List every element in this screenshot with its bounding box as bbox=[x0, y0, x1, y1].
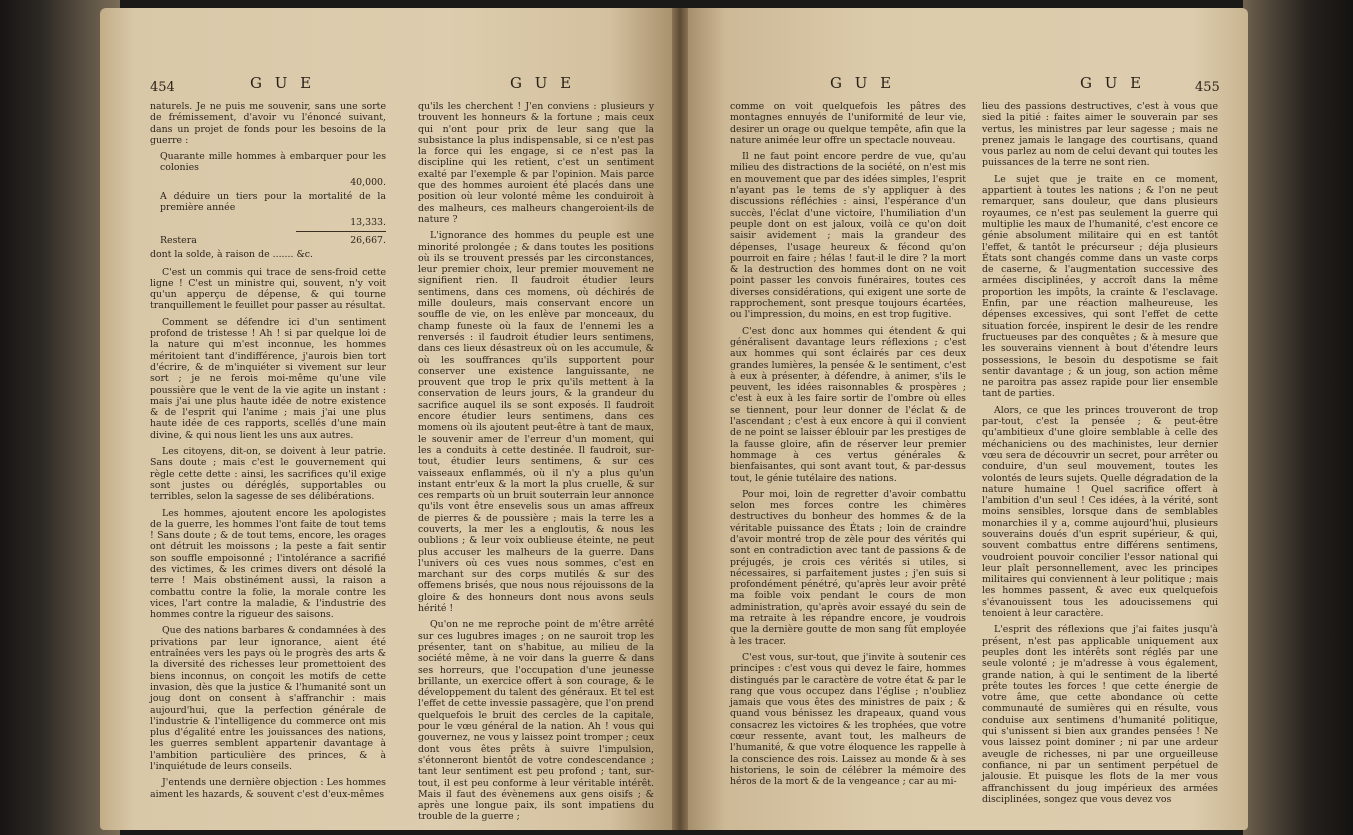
paragraph: Comment se défendre ici d'un sentiment profond de tristesse ! Ah ! si par quelque loi de la nature qui m'est inconnue, les hommes méritoient tant d'indifférence, j'aurois bien tort d'écrire, & de m'inquiéter si vivement sur leur sort ; je ne ferois moi-même qu'une vile poussière que le vent de la vie agite un instant : mais j'ai une plus haute idée de notre existence & de l'esprit qui l'anime ; mais j'ai une plus haute idée de ces rapports, scellés d'une main divine, & qui nous lient les uns aux autres. bbox=[150, 316, 386, 441]
paragraph: C'est donc aux hommes qui étendent & qui généralisent davantage leurs réflexions ; c'est aux hommes qui sont éclairés par ces deux grandes lumières, la pensée & le sentiment, c'est à eux à présenter, à défendre, à animer, s'ils le peuvent, les idées raisonnables & prospères ; c'est à eux à les faire sortir de l'ombre où elles se tiennent, pour leur donner de l'éclat & de l'ascendant ; c'est à eux encore à qui il convient de ne point se laisser éblouir par les prestiges de la fausse gloire, afin de réserver leur premier hommage à ces vertus générales & bienfaisantes, qui sont avant tout, & par-dessus tout, le génie tutélaire des nations. bbox=[730, 325, 966, 484]
sum-rule bbox=[296, 231, 386, 232]
left-page-column-1 bbox=[150, 101, 386, 805]
accounting-value-row bbox=[150, 177, 386, 188]
accounting-line bbox=[150, 151, 386, 174]
right-page-column-2 bbox=[982, 101, 1218, 810]
accounting-value: 26,667. bbox=[350, 234, 386, 246]
right-page-header-1: G U E bbox=[830, 74, 896, 92]
paragraph: lieu des passions destructives, c'est à vous que sied la pitié : faites aimer le souverain par ses vertus, les ministres par leur sagesse ; mais ne prenez jamais le langage des courtisans, quand vous parlez au nom de celui devant qui toutes les puissances de la terre ne sont rien. bbox=[982, 101, 1218, 169]
paragraph: Il ne faut point encore perdre de vue, qu'au milieu des distractions de la société, on n'est mis en mouvement que par des idées simples, l'esprit n'ayant pas le tems de s'y appliquer à des discussions réfléchies : ainsi, l'espérance d'un succès, l'éclat d'une victoire, l'humiliation d'un peuple dont on est jaloux, voilà ce qu'on doit saisir avidement ; mais la grandeur des dépenses, l'usage heureux & fécond qu'on pourroit en faire ; hélas ! faut-il le dire ? la mort & la destruction des hommes dont on ne voit point passer les convois funéraires, toutes ces diverses considérations, qui exigent une sorte de rapprochement, sont presque toujours écartées, ou l'impression, du moins, en est trop fugitive. bbox=[730, 151, 966, 321]
accounting-line bbox=[150, 235, 386, 246]
accounting-label: Quarante mille hommes à embarquer pour les colonies bbox=[160, 151, 386, 174]
accounting-label: dont la solde, à raison de ....... &c. bbox=[150, 249, 314, 261]
left-page bbox=[100, 8, 680, 830]
book-gutter bbox=[672, 8, 688, 830]
left-page-column-2 bbox=[418, 101, 654, 828]
paragraph: L'ignorance des hommes du peuple est une minorité prolongée ; & dans toutes les positions où ils se trouvent pressés par les circonstances, leur premier choix, leur premier mouvement ne signifient rien. Il faudroit étudier leurs sentimens, dans ces momens, où déchirés de mille douleurs, mais conservant encore un souffle de vie, on les enlève par monceaux, du champ funeste où la faux de l'ennemi les a renversés : il faudroit étudier leurs sentimens, dans ces lieux désastreux où on les accumule, & où les souffrances qu'ils supportent pour conserver une existence languissante, ne prouvent que trop le prix qu'ils mettent à la conservation de leurs jours, & la grandeur du sacrifice auquel ils se sont exposés. Il faudroit encore étudier leurs sentimens, dans ces momens où ils ajoutent peut-être à tant de maux, le souvenir amer de l'erreur d'un moment, qui les a conduits à cette destinée. Il faudroit, sur-tout, étudier leurs sentimens, & sur ces vaisseaux enflammés, où il n'y a plus qu'un instant entr'eux & la mort la plus cruelle, & sur ces remparts où un bruit souterrain leur annonce qu'ils vont être ensevelis sous un amas affreux de pierres & de poussière ; mais la terre les a couverts, la mer les a engloutis, & nous les oublions ; & leur voix oublieuse éteinte, ne peut plus accuser les malheurs de la guerre. Dans l'univers où ces vues nous sommes, c'est en marchant sur des corps mutilés & sur des offemens brisés, que nous nous réjouissons de la gloire & des honneurs dont nous avons seuls hérité ! bbox=[418, 230, 654, 615]
left-page-header-1: G U E bbox=[250, 74, 316, 92]
paragraph: L'esprit des réflexions que j'ai faites jusqu'à présent, n'est pas applicable uniquement aux peuples dont les intérêts sont réglés par une seule volonté ; je m'adresse à vous également, grande nation, à qui le sentiment de la liberté prête toutes les forces ! que cette énergie de votre âme, que cette abondance où cette communauté de sumières qui en résulte, vous conduise aux sentimens d'humanité politique, qui s'unissent si bien aux grandes pensées ! Ne vous laissez point dominer ; ni par une ardeur aveugle de richesses, ni par une orgueilleuse confiance, ni par un sentiment perpétuel de jalousie. Et puisque les flots de la mer vous affranchissent du joug impérieux des armées disciplinées, songez que vous devez vos bbox=[982, 624, 1218, 805]
paragraph: Que des nations barbares & condamnées à des privations par leur ignorance, aient été entraînées vers les pays où le progrès des arts & la diversité des richesses leur promettoient des biens inconnus, on conçoit les motifs de cette invasion, dès que la justice & l'humanité sont un joug dont on consent à s'affranchir : mais aujourd'hui, que la perfection générale de l'industrie & l'intelligence du commerce ont mis plus d'égalité entre les jouissances des nations, les guerres semblent appartenir davantage à l'ambition particulière des princes, & à l'inquiétude de leurs conseils. bbox=[150, 625, 386, 773]
paragraph: C'est un commis qui trace de sens-froid cette ligne ! C'est un ministre qui, souvent, n'y voit qu'un apperçu de dépense, & qui tourne tranquillement le feuillet pour passer au résultat. bbox=[150, 266, 386, 312]
right-page-edges bbox=[1243, 0, 1353, 835]
accounting-line bbox=[150, 249, 386, 260]
right-page bbox=[680, 8, 1248, 830]
paragraph: comme on voit quelquefois les pâtres des montagnes ennuyés de l'uniformité de leur vie, desirer un orage ou quelque tempête, afin que la nature animée leur offre un spectacle nouveau. bbox=[730, 101, 966, 146]
accounting-line bbox=[150, 191, 386, 214]
right-page-number: 455 bbox=[1195, 80, 1220, 95]
paragraph: Les citoyens, dit-on, se doivent à leur patrie. Sans doute ; mais c'est le gouvernement qui règle cette dette : ainsi, les sacrifices qu'il exige sont justes ou déréglés, supportables ou terribles, selon la sagesse de ses délibérations. bbox=[150, 446, 386, 503]
accounting-label: A déduire un tiers pour la mortalité de la première année bbox=[160, 191, 386, 214]
paragraph: Les hommes, ajoutent encore les apologistes de la guerre, les hommes l'ont faite de tout tems ! Sans doute ; & de tout tems, encore, les orages ont détruit les moissons ; la peste a fait sentir son souffle empoisonné ; l'intolérance a sacrifié des victimes, & les crimes divers ont désolé la terre ! Mais obstinément aussi, la raison a combattu contre la folie, la morale contre les vices, l'art contre la maladie, & l'industrie des hommes contre la rigueur des saisons. bbox=[150, 507, 386, 621]
paragraph: Le sujet que je traite en ce moment, appartient à toutes les nations ; & l'on ne peut remarquer, sans douleur, que dans plusieurs royaumes, ce n'est pas seulement la guerre qui multiplie les maux de l'humanité, c'est encore ce génie absolument militaire qui en est tantôt l'effet, & tantôt le précurseur ; déja plusieurs États sont changés comme dans un vaste corps de caserne, & l'augmentation successive des armées disciplinées, y accroît dans la même proportion les impôts, la crainte & l'esclavage. Enfin, par une réaction malheureuse, les dépenses excessives, qui sont l'effet de cette situation forcée, inspirent le desir de les rendre fructueuses par des conquêtes ; & à mesure que les souverains viennent à bout d'étendre leurs possessions, le besoin du despotisme se fait sentir davantage ; & un joug, son action même ne paroitra pas assez rapide pour lier ensemble tant de parties. bbox=[982, 173, 1218, 400]
paragraph: J'entends une dernière objection : Les hommes aiment les hazards, & souvent c'est d'eux-mêmes bbox=[150, 777, 386, 800]
accounting-value: 40,000. bbox=[350, 176, 386, 188]
paragraph: C'est vous, sur-tout, que j'invite à soutenir ces principes : c'est vous qui devez le faire, hommes distingués par le caractère de votre état & par le rang que vous occupez dans l'église ; n'oubliez jamais que vous êtes des ministres de paix ; & quand vous bénissez les drapeaux, quand vous consacrez les victoires & les trophées, que votre cœur ressente, avant tout, les malheurs de l'humanité, & que votre éloquence les rappelle à la conscience des rois. Laissez au monde & à ses historiens, le soin de célébrer la mémoire des héros de la mort & de la vengeance ; car au mi- bbox=[730, 651, 966, 788]
right-page-column-1 bbox=[730, 101, 966, 793]
paragraph: qu'ils les cherchent ! J'en conviens : plusieurs y trouvent les honneurs & la fortune ; mais ceux qui n'ont pour prix de leur sang que la subsistance la plus indispensable, si ce n'est pas la force qui les engage, si ce n'est pas la discipline qui les retient, c'est un sentiment exalté par l'exemple & par l'opinion. Mais parce que des hommes auroient été placés dans une position où leur volonté même les conduiroit à des malheurs, ces malheurs changeroient-ils de nature ? bbox=[418, 101, 654, 225]
left-page-number: 454 bbox=[150, 80, 175, 95]
paragraph: Pour moi, loin de regretter d'avoir combattu selon mes forces contre les chimères destructives du bonheur des hommes & de la véritable puissance des États ; loin de craindre d'avoir montré trop de zèle pour des vérités qui sont en contradiction avec tant de passions & de préjugés, je crois ces vérités si utiles, si nécessaires, si parfaitement justes ; j'en suis si profondément pénétré, qu'après leur avoir prêté ma foible voix pendant le cours de mon administration, qu'après avoir essayé du sein de ma retraite à les répandre encore, je voudrois que la dernière goutte de mon sang fût employée à les tracer. bbox=[730, 488, 966, 647]
accounting-value: 13,333. bbox=[350, 216, 386, 228]
paragraph: Qu'on ne me reproche point de m'être arrêté sur ces lugubres images ; on ne sauroit trop les présenter, tant on s'habitue, au milieu de la société même, à ne voir dans la guerre & dans ses horreurs, que l'occupation d'une jeunesse brillante, un exercice offert à son courage, & le développement du talent des généraux. Et tel est l'effet de cette invessie passagère, que l'on prend quelquefois le bruit des cercles de la capitale, pour le vœu général de la nation. Ah ! vous qui gouvernez, ne vous y laissez point tromper ; ceux dont vous êtes prêts à suivre l'impulsion, s'étonneront bientôt de votre condescendance ; tant leur sentiment est peu profond ; tant, sur-tout, il est peu conforme à leur véritable intérêt. Mais il faut des évènemens aux gens oisifs ; & après une longue paix, ils sont impatiens du trouble de la guerre ; bbox=[418, 619, 654, 823]
paragraph: naturels. Je ne puis me souvenir, sans une sorte de frémissement, d'avoir vu l'énoncé suivant, dans un projet de fonds pour les besoins de la guerre : bbox=[150, 101, 386, 146]
left-page-header-2: G U E bbox=[510, 74, 576, 92]
right-page-header-2: G U E bbox=[1080, 74, 1146, 92]
accounting-value-row bbox=[150, 217, 386, 228]
paragraph: Alors, ce que les princes trouveront de trop par-tout, c'est la pensée ; & peut-être qu'ambitieux d'une gloire semblable à celle des méchaniciens ou des machinistes, leur dernier vœu sera de découvrir un secret, pour arrêter ou conduire, d'un seul mouvement, toutes les volontés de leurs sujets. Quelle dégradation de la nature humaine ! Quel sacrifice offert à l'ambition d'un seul ! Ces idées, à la vérité, sont moins sensibles, lorsque dans de semblables monarchies il y a, comme aujourd'hui, plusieurs souverains doués d'un esprit supérieur, & qui, souvent combattus entre différens sentimens, voudroient pouvoir concilier l'essor national qui leur plaît personnellement, avec les principes militaires qui conviennent à leur politique ; mais les hommes passent, & avec eux quelquefois s'évanouissent tous les adoucissemens qui tenoient à leur caractère. bbox=[982, 404, 1218, 620]
accounting-label: Restera bbox=[160, 234, 197, 246]
